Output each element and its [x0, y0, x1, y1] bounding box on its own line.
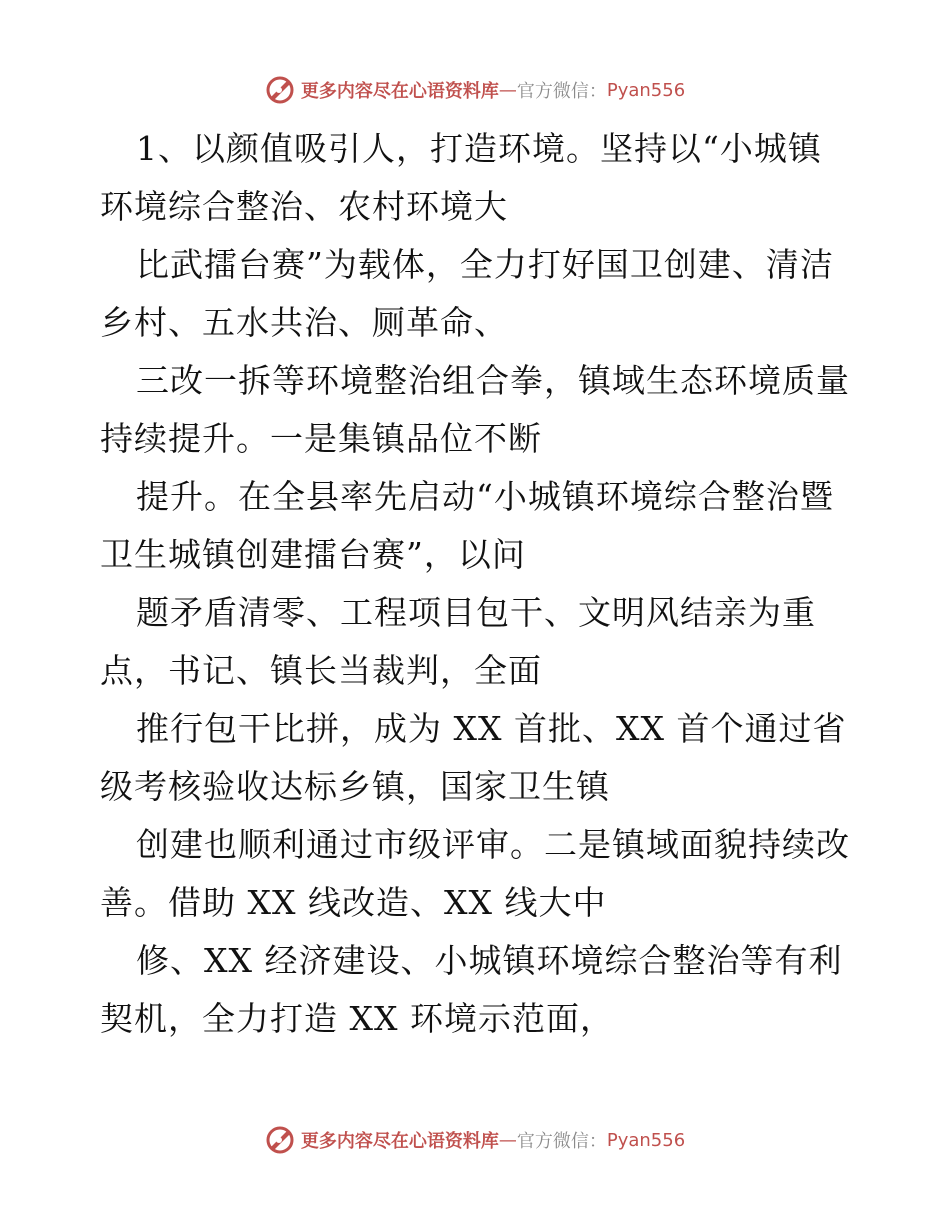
text-line: 题矛盾清零、工程项目包干、文明风结亲为重	[136, 593, 816, 632]
text-line: 卫生城镇创建擂台赛”，以问	[100, 535, 526, 574]
watermark-dash: —	[498, 79, 517, 101]
text-line: 持续提升。一是集镇品位不断	[100, 419, 542, 458]
text-line: 创建也顺利通过市级评审。二是镇域面貌持续改	[136, 825, 850, 864]
text-line: 善。借助 XX 线改造、XX 线大中	[100, 883, 607, 922]
watermark-label: 官方微信：	[516, 81, 607, 102]
text-line: 环境综合整治、农村环境大	[100, 187, 508, 226]
text-line: 修、XX 经济建设、小城镇环境综合整治等有利	[136, 941, 843, 980]
text-line: 契机，全力打造 XX 环境示范面，	[100, 999, 614, 1038]
text-line: 比武擂台赛”为载体，全力打好国卫创建、清洁	[136, 245, 834, 284]
document-body	[100, 120, 860, 1048]
text-line: 级考核验收达标乡镇，国家卫生镇	[100, 767, 610, 806]
text-line: 点，书记、镇长当裁判，全面	[100, 651, 542, 690]
watermark-dash: —	[498, 1129, 517, 1151]
pen-logo-icon	[265, 1125, 295, 1155]
watermark-label: 官方微信：	[516, 1131, 607, 1152]
watermark-main-text: 更多内容尽在心语资料库	[300, 81, 499, 102]
watermark-header	[0, 72, 950, 108]
watermark-id: Pyan556	[606, 1129, 686, 1151]
watermark-id: Pyan556	[606, 79, 686, 101]
text-line: 三改一拆等环境整治组合拳，镇域生态环境质量	[136, 361, 850, 400]
text-line: 乡村、五水共治、厕革命、	[100, 303, 508, 342]
text-line: 提升。在全县率先启动“小城镇环境综合整治暨	[136, 477, 834, 516]
watermark-footer	[0, 1122, 950, 1158]
pen-logo-icon	[265, 75, 295, 105]
watermark-main-text: 更多内容尽在心语资料库	[300, 1131, 499, 1152]
text-line: 推行包干比拼，成为 XX 首批、XX 首个通过省	[136, 709, 847, 748]
text-line: 1、以颜值吸引人，打造环境。坚持以“小城镇	[136, 129, 822, 168]
